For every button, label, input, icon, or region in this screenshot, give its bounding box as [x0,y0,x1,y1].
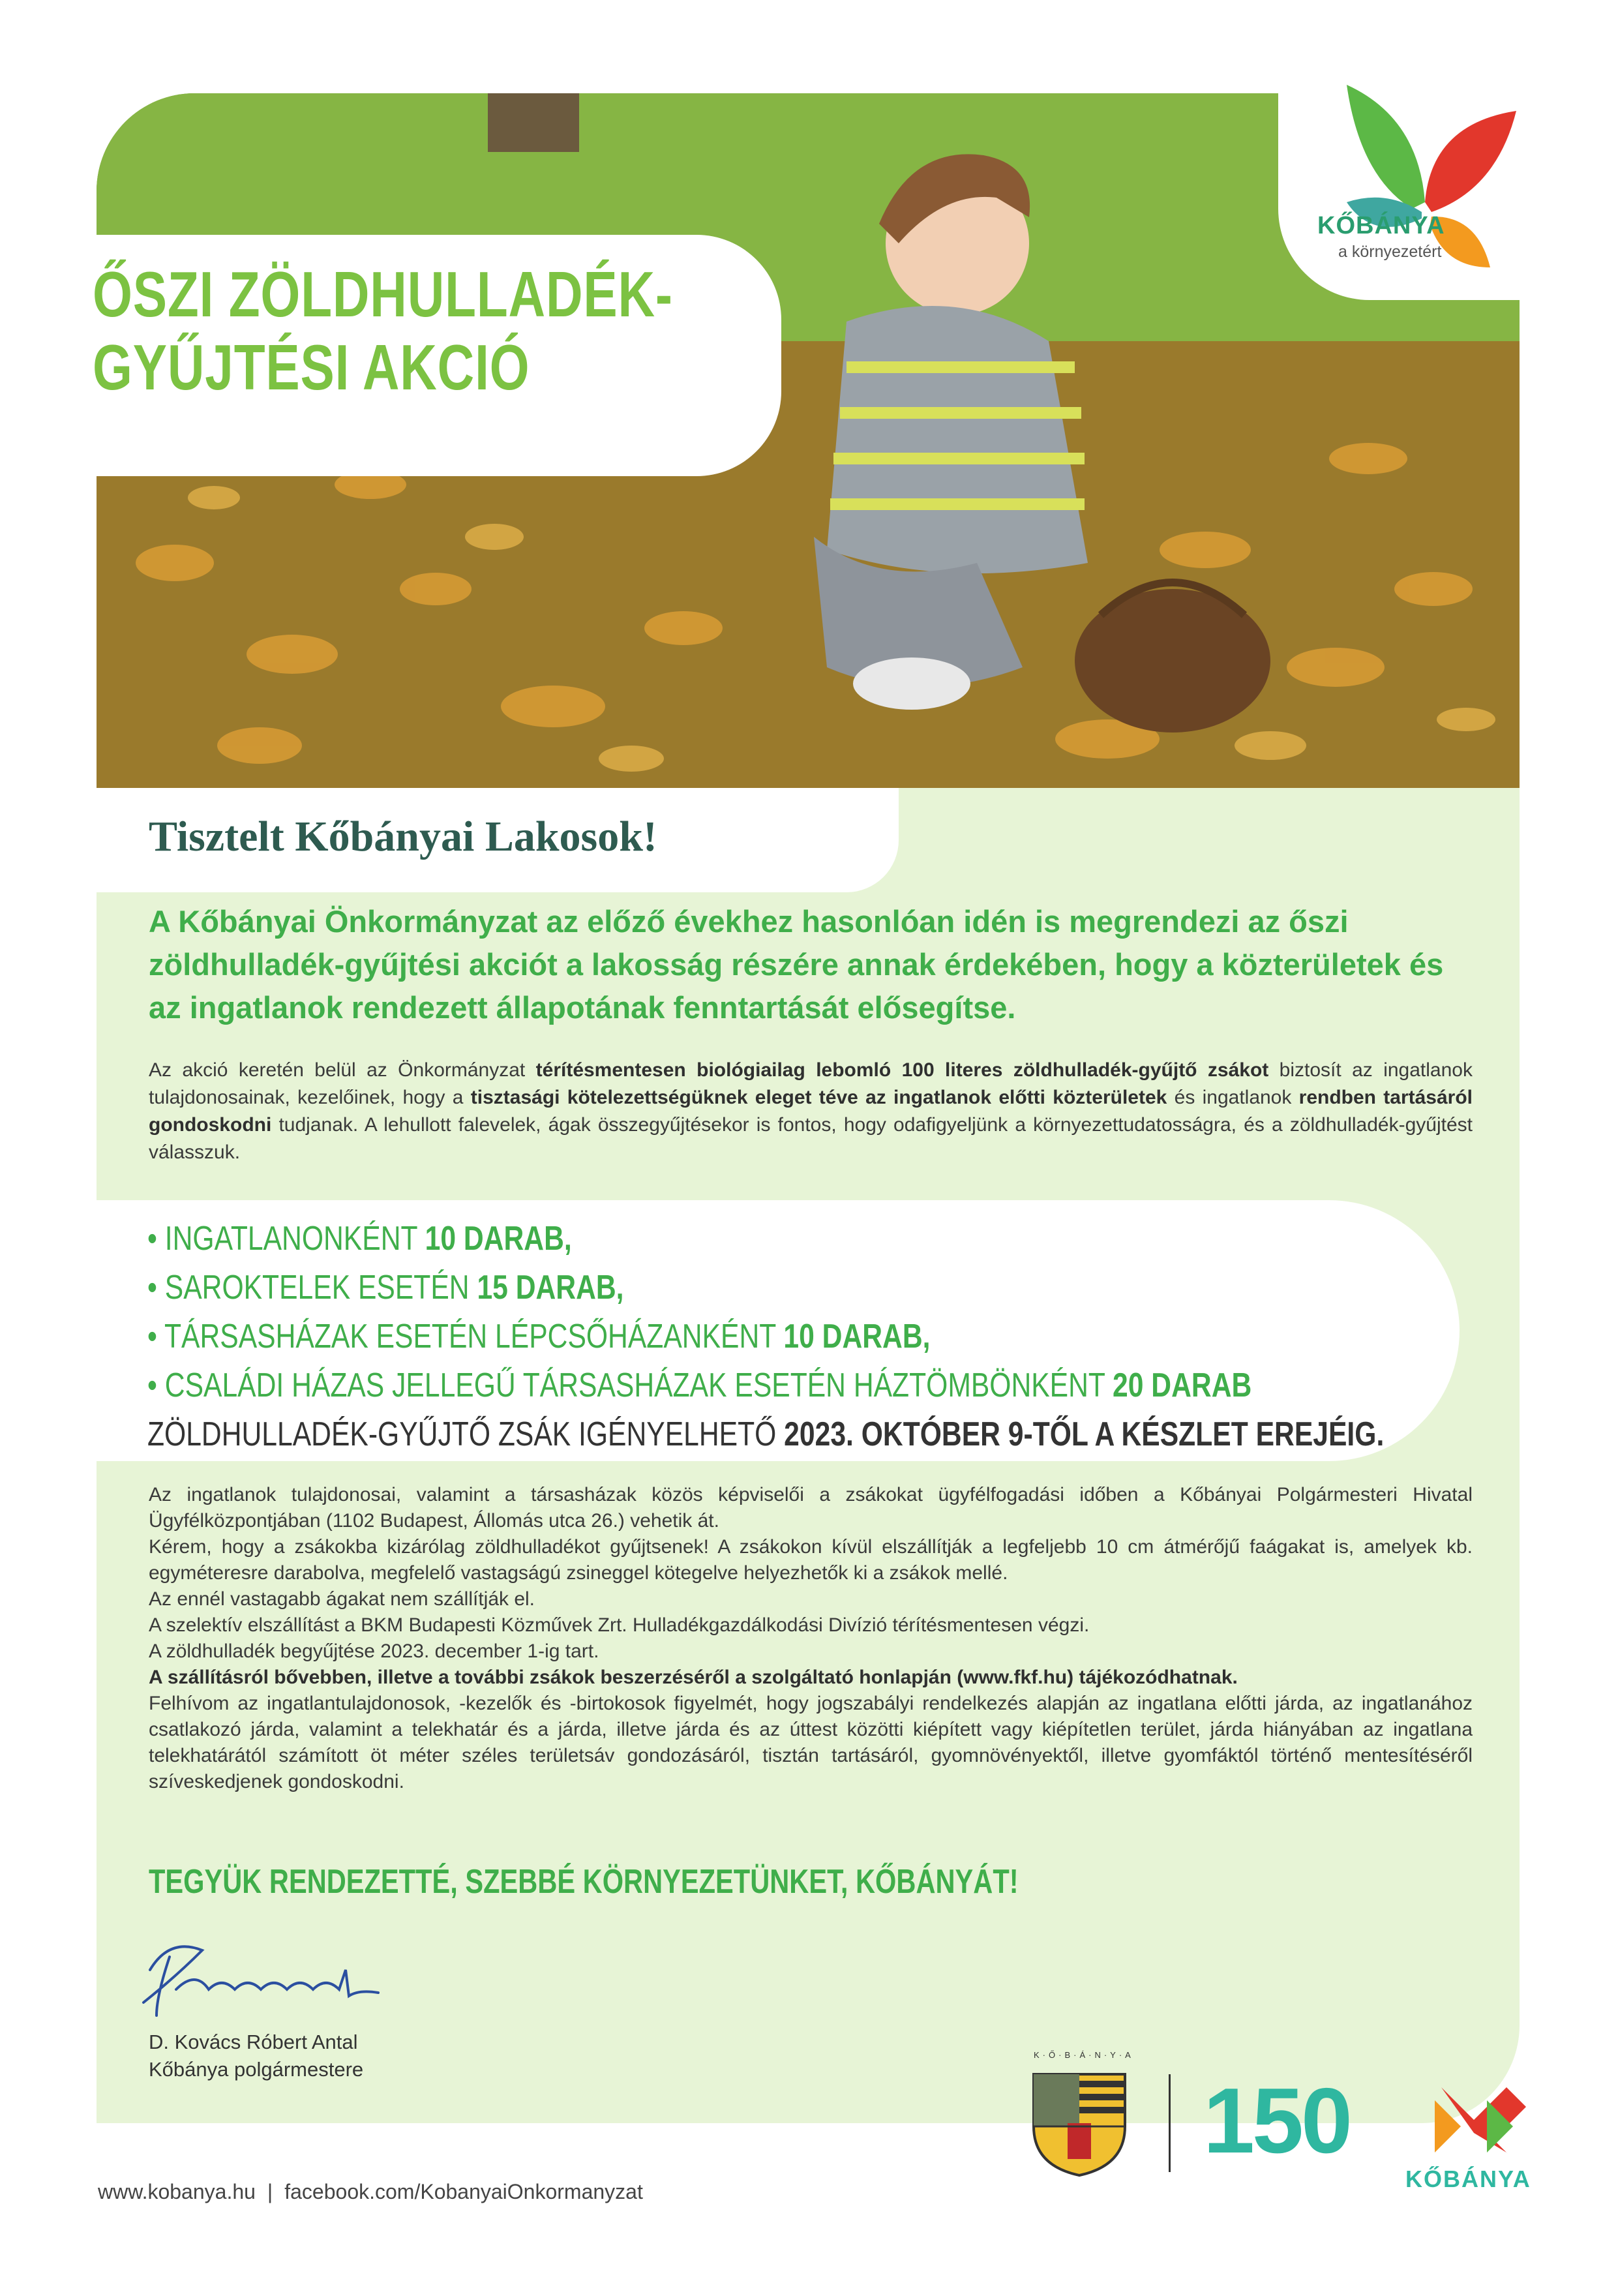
anniversary-logo-icon [1200,2061,1539,2179]
title-line-2: GYŰJTÉSI AKCIÓ [93,331,530,403]
footer-separator: | [267,2180,273,2203]
title-line-1: ŐSZI ZÖLDHULLADÉK- [93,258,673,330]
footer [98,2180,643,2204]
signer-name: D. Kovács Róbert Antal [149,2031,358,2053]
details-line: Az ennél vastagabb ágakat nem szállítják el. [149,1588,535,1610]
signer-block [149,2029,363,2083]
final-line-date: 2023. OKTÓBER 9-TŐL A KÉSZLET EREJÉIG. [784,1415,1385,1453]
details-line: Kérem, hogy a zsákokba kizárólag zöldhulladékot gyűjtsenek! A zsákokon kívül elszállítják a legfeljebb 10 cm átmérőjű faágakat is, amelyek kb. egyméteresre darabolva, megfelelő vastagságú zsineggel kötegelve helyezhetők ki a zsákok mellé. [149,1536,1473,1584]
details-line: A szelektív elszállítást a BKM Budapesti Közművek Zrt. Hulladékgazdálkodási Divízió térítésmentesen végzi. [149,1614,1090,1636]
signature-icon [130,1931,417,2022]
greeting-heading: Tisztelt Kőbányai Lakosok! [149,813,657,860]
crest-label: K·Ő·B·Á·N·Y·A [1034,2050,1134,2060]
list-item [147,1215,1384,1263]
logo-divider [1169,2074,1171,2172]
slogan: TEGYÜK RENDEZETTÉ, SZEBBÉ KÖRNYEZETÜNKET, KŐBÁNYÁT! [149,1863,1019,1901]
list-item-amount: 15 DARAB, [477,1269,624,1307]
logo-name: KŐBÁNYA [1317,212,1445,239]
list-item-amount: 20 DARAB [1113,1367,1252,1404]
anniversary-number: 150 [1203,2069,1350,2173]
list-item-amount: 10 DARAB, [425,1220,572,1258]
intro-text-4: tudjanak. A lehullott falevelek, ágak összegyűjtésekor is fontos, hogy odafigyeljünk a környezettudatosságra, és a zöldhulladék-gyűjtést válasszuk. [149,1114,1473,1163]
list-final-line [147,1410,1384,1459]
list-item-text: • CSALÁDI HÁZAS JELLEGŰ TÁRSASHÁZAK ESETÉN HÁZTÖMBÖNKÉNT [147,1367,1113,1404]
intro-bold-1: térítésmentesen biológiailag lebomló 100 literes zöldhulladék-gyűjtő zsákot [535,1059,1269,1081]
list-item [147,1312,1384,1361]
final-line-text: ZÖLDHULLADÉK-GYŰJTŐ ZSÁK IGÉNYELHETŐ [147,1415,785,1453]
details-last-paragraph: Felhívom az ingatlantulajdonosok, -kezelők és -birtokosok figyelmét, hogy jogszabályi rendelkezés alapján az ingatlana előtti járda, az ingatlanához csatlakozó járda, valamint a telekhatár és a járda, illetve járda és az úttest közötti kiépített vagy kiépítetlen terület, járda hiányában az ingatlana telekhatárától számított öt méter széles területsáv gondozásáról, tisztán tartásáról, gyomnövényektől, illetve gyomfáktól történő mentesítéséről szíveskedjenek gondoskodni. [149,1693,1473,1792]
list-item [147,1361,1384,1410]
anniversary-name: KŐBÁNYA [1405,2166,1531,2192]
footer-facebook-link[interactable]: facebook.com/KobanyaiOnkormanyzat [284,2180,643,2203]
footer-website-link[interactable]: www.kobanya.hu [98,2180,256,2203]
intro-bold-3: rendben tartásáról gondoskodni [149,1087,1473,1136]
details-text [149,1482,1473,1795]
details-line: A zöldhulladék begyűjtése 2023. december 1-ig tart. [149,1640,599,1662]
details-bold-line: A szállításról bővebben, illetve a további zsákok beszerzéséről a szolgáltató honlapján (www.fkf.hu) tájékozódhatnak. [149,1667,1238,1688]
page-title [93,258,673,404]
logo-tagline: a környezetért [1338,243,1442,261]
quantity-list [147,1215,1384,1459]
list-item [147,1263,1384,1312]
intro-text-3: és ingatlanok [1167,1087,1299,1108]
list-item-amount: 10 DARAB, [783,1318,931,1355]
coat-of-arms-icon [1027,2061,1131,2179]
details-line: Az ingatlanok tulajdonosai, valamint a társasházak közös képviselői a zsákokat ügyfélfogadási időben a Kőbányai Polgármesteri Hivatal Ügyfélközpontjában (1102 Budapest, Állomás utca 26.) vehetik át. [149,1484,1473,1532]
lead-paragraph: A Kőbányai Önkormányzat az előző évekhez hasonlóan idén is megrendezi az őszi zöldhulladék-gyűjtési akciót a lakosság részére annak érdekében, hogy a közterületek és az ingatlanok rendezett állapotának fenntartását elősegítse. [149,904,1444,1025]
intro-bold-2: tisztasági kötelezettségüknek eleget téve az ingatlanok előtti közterületek [470,1087,1167,1108]
list-item-text: • SAROKTELEK ESETÉN [147,1269,477,1307]
intro-text-2: biztosít az ingatlanok tulajdonosainak, kezelőinek, hogy a [149,1059,1473,1108]
signer-title: Kőbánya polgármestere [149,2058,364,2081]
intro-paragraph [149,1057,1473,1166]
list-item-text: • INGATLANONKÉNT [147,1220,425,1258]
list-item-text: • TÁRSASHÁZAK ESETÉN LÉPCSŐHÁZANKÉNT [147,1318,784,1355]
intro-text-1: Az akció keretén belül az Önkormányzat [149,1059,536,1081]
